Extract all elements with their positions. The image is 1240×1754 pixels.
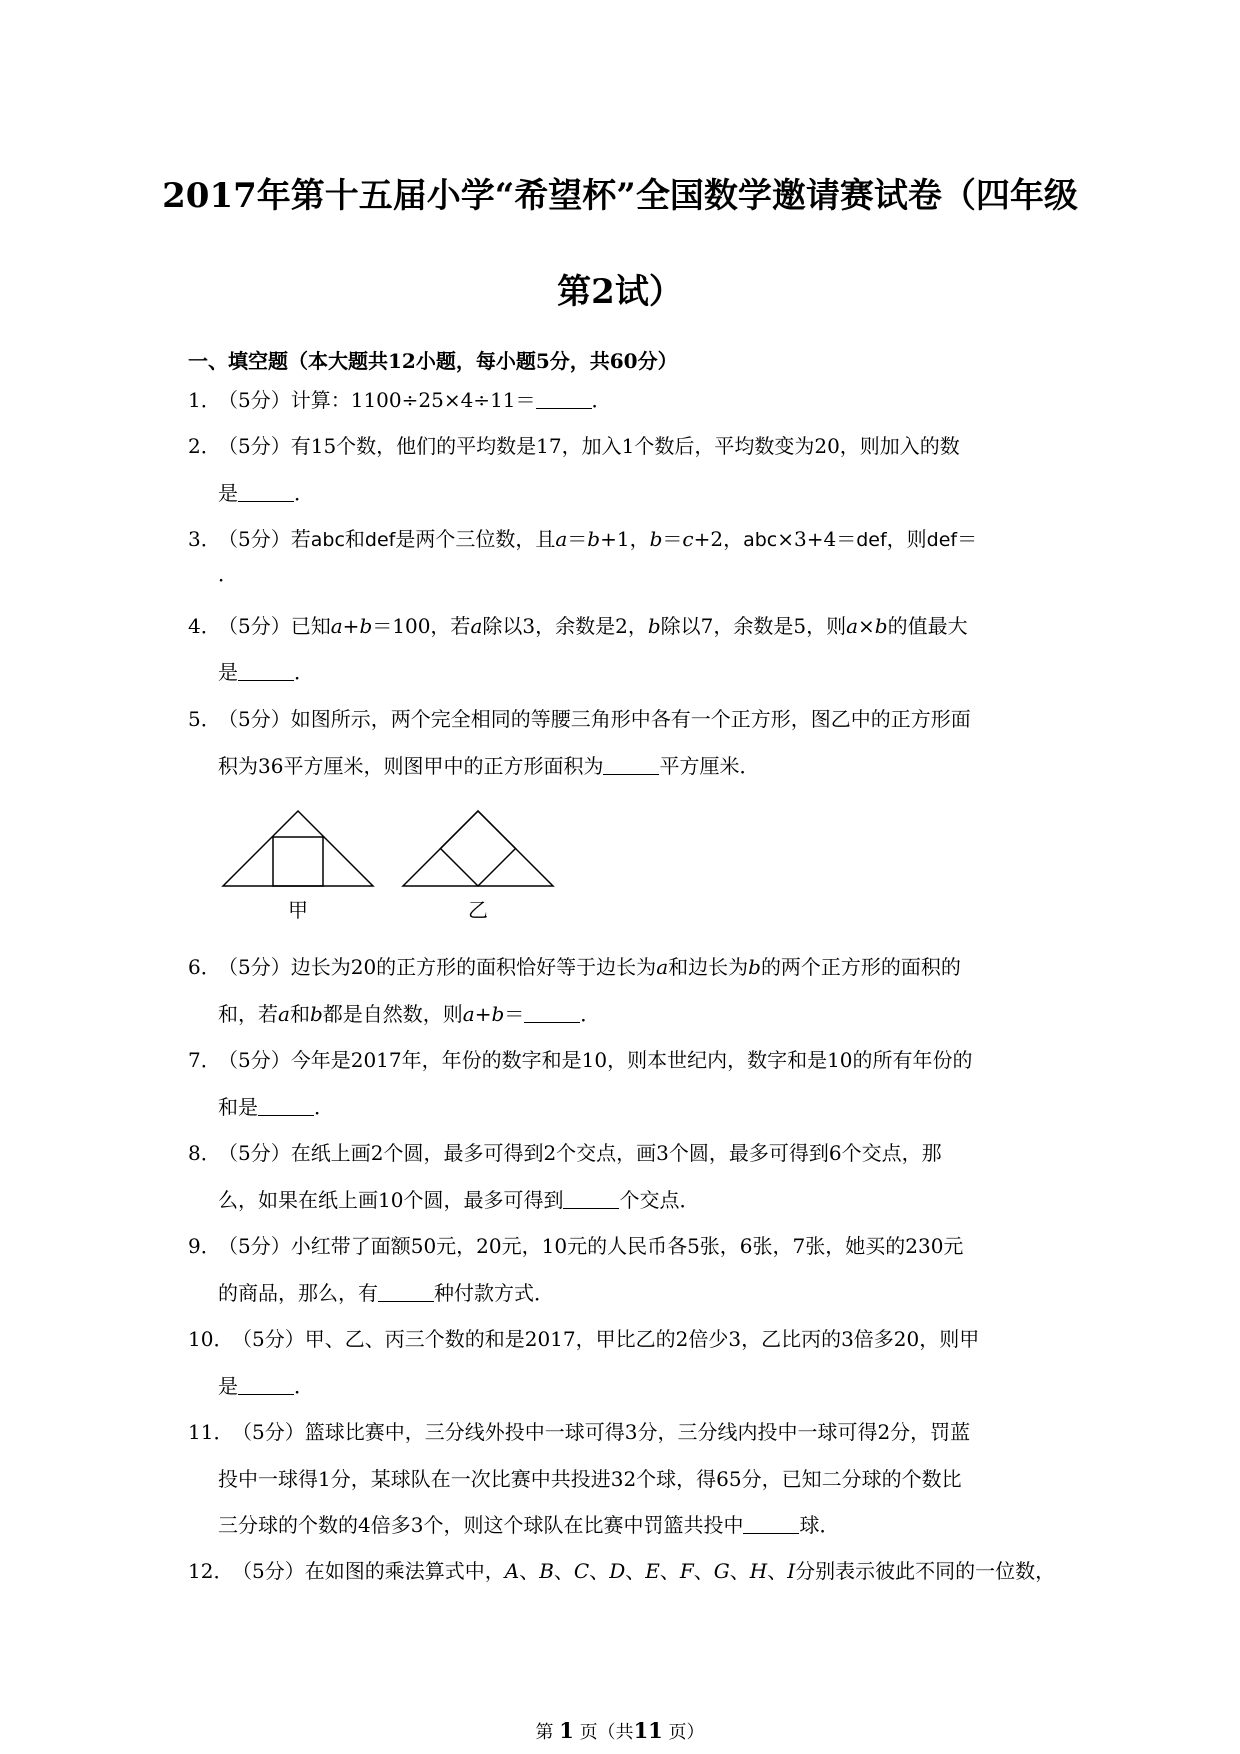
- overline-number: def: [856, 529, 887, 551]
- answer-blank[interactable]: [743, 1513, 799, 1534]
- question-7-line-2: 和是 ．: [218, 1095, 334, 1119]
- answer-blank[interactable]: [238, 660, 294, 681]
- answer-blank[interactable]: [603, 754, 659, 775]
- section-heading: 一、填空题（本大题共12小题，每小题5分，共60分）: [188, 349, 678, 373]
- triangles-diagram: [218, 806, 558, 896]
- question-4-line-1: （5分）已知a+b＝100，若a除以3，余数是2，b除以7，余数是5，则a×b的值最大: [218, 614, 968, 638]
- figure-label-jia: 甲: [288, 898, 308, 922]
- question-number: 2．: [188, 434, 221, 458]
- question-5-line-1: （5分）如图所示，两个完全相同的等腰三角形中各有一个正方形，图乙中的正方形面: [218, 707, 971, 731]
- question-3-line-1: （5分）若abc和def是两个三位数，且a＝b+1，b＝c+2，abc×3+4＝def，则def＝: [218, 527, 978, 551]
- triangles-figure: [218, 806, 558, 926]
- question-2-line-2: 是 ．: [218, 481, 314, 505]
- triangle-right: [403, 811, 553, 886]
- overline-number: def: [926, 529, 958, 551]
- question-number: 3．: [188, 527, 221, 551]
- question-6-line-1: （5分）边长为20的正方形的面积恰好等于边长为a和边长为b的两个正方形的面积的: [218, 955, 961, 979]
- question-number: 6．: [188, 955, 221, 979]
- question-8-line-1: （5分）在纸上画2个圆，最多可得到2个交点，画3个圆，最多可得到6个交点，那: [218, 1141, 942, 1165]
- answer-blank[interactable]: [238, 481, 294, 502]
- question-8-line-2: 么，如果在纸上画10个圆，最多可得到 个交点．: [218, 1188, 700, 1212]
- question-number: 4．: [188, 614, 221, 638]
- page-number: 1: [559, 1718, 574, 1743]
- question-5-line-2: 积为36平方厘米，则图甲中的正方形面积为 平方厘米．: [218, 754, 760, 778]
- question-1-line: （5分）计算：1100÷25×4÷11＝ ．: [218, 388, 612, 412]
- question-number: 8．: [188, 1141, 221, 1165]
- page-footer: 第 1 页（共11 页）: [535, 1718, 705, 1743]
- question-9-line-1: （5分）小红带了面额50元，20元，10元的人民币各5张，6张，7张，她买的230元: [218, 1234, 964, 1258]
- question-3-line-2: ．: [218, 562, 238, 586]
- question-4-line-2: 是 ．: [218, 660, 314, 684]
- triangle-left: [223, 811, 373, 886]
- answer-blank[interactable]: [536, 388, 592, 409]
- question-11-line-3: 三分球的个数的4倍多3个，则这个球队在比赛中罚篮共投中 球．: [218, 1513, 840, 1537]
- answer-blank[interactable]: [524, 1002, 580, 1023]
- question-number: 7．: [188, 1048, 221, 1072]
- overline-number: abc: [743, 529, 778, 551]
- question-2-line-1: （5分）有15个数，他们的平均数是17，加入1个数后，平均数变为20，则加入的数: [218, 434, 960, 458]
- question-11-line-2: 投中一球得1分，某球队在一次比赛中共投进32个球，得65分，已知二分球的个数比: [218, 1467, 962, 1491]
- square-left: [273, 837, 323, 886]
- question-number: 5．: [188, 707, 221, 731]
- question-number: 1．: [188, 388, 221, 412]
- question-10-line-2: 是 ．: [218, 1374, 314, 1398]
- question-6-line-2: 和，若a和b都是自然数，则a+b＝ ．: [218, 1002, 601, 1026]
- page-title-line-1: 2017年第十五届小学“希望杯”全国数学邀请赛试卷（四年级: [162, 176, 1078, 216]
- question-12-line-1: （5分）在如图的乘法算式中，A、B、C、D、E、F、G、H、I分别表示彼此不同的一位数，: [232, 1559, 1056, 1583]
- page-total: 11: [633, 1718, 663, 1743]
- answer-blank[interactable]: [238, 1374, 294, 1395]
- overline-number: abc: [310, 529, 345, 551]
- question-number: 9．: [188, 1234, 221, 1258]
- page-title-line-2: 第2试）: [557, 272, 683, 312]
- overline-number: def: [364, 529, 396, 551]
- question-9-line-2: 的商品，那么，有 种付款方式．: [218, 1281, 554, 1305]
- question-10-line-1: （5分）甲、乙、丙三个数的和是2017，甲比乙的2倍少3，乙比丙的3倍多20，则甲: [232, 1327, 980, 1351]
- answer-blank[interactable]: [378, 1281, 434, 1302]
- answer-blank[interactable]: [258, 1095, 314, 1116]
- question-number: 10．: [188, 1327, 234, 1351]
- square-right: [441, 811, 516, 886]
- question-number: 11．: [188, 1420, 234, 1444]
- answer-blank[interactable]: [563, 1188, 619, 1209]
- figure-label-yi: 乙: [468, 898, 488, 922]
- question-7-line-1: （5分）今年是2017年，年份的数字和是10，则本世纪内，数字和是10的所有年份的: [218, 1048, 973, 1072]
- question-number: 12．: [188, 1559, 234, 1583]
- question-11-line-1: （5分）篮球比赛中，三分线外投中一球可得3分，三分线内投中一球可得2分，罚蓝: [232, 1420, 971, 1444]
